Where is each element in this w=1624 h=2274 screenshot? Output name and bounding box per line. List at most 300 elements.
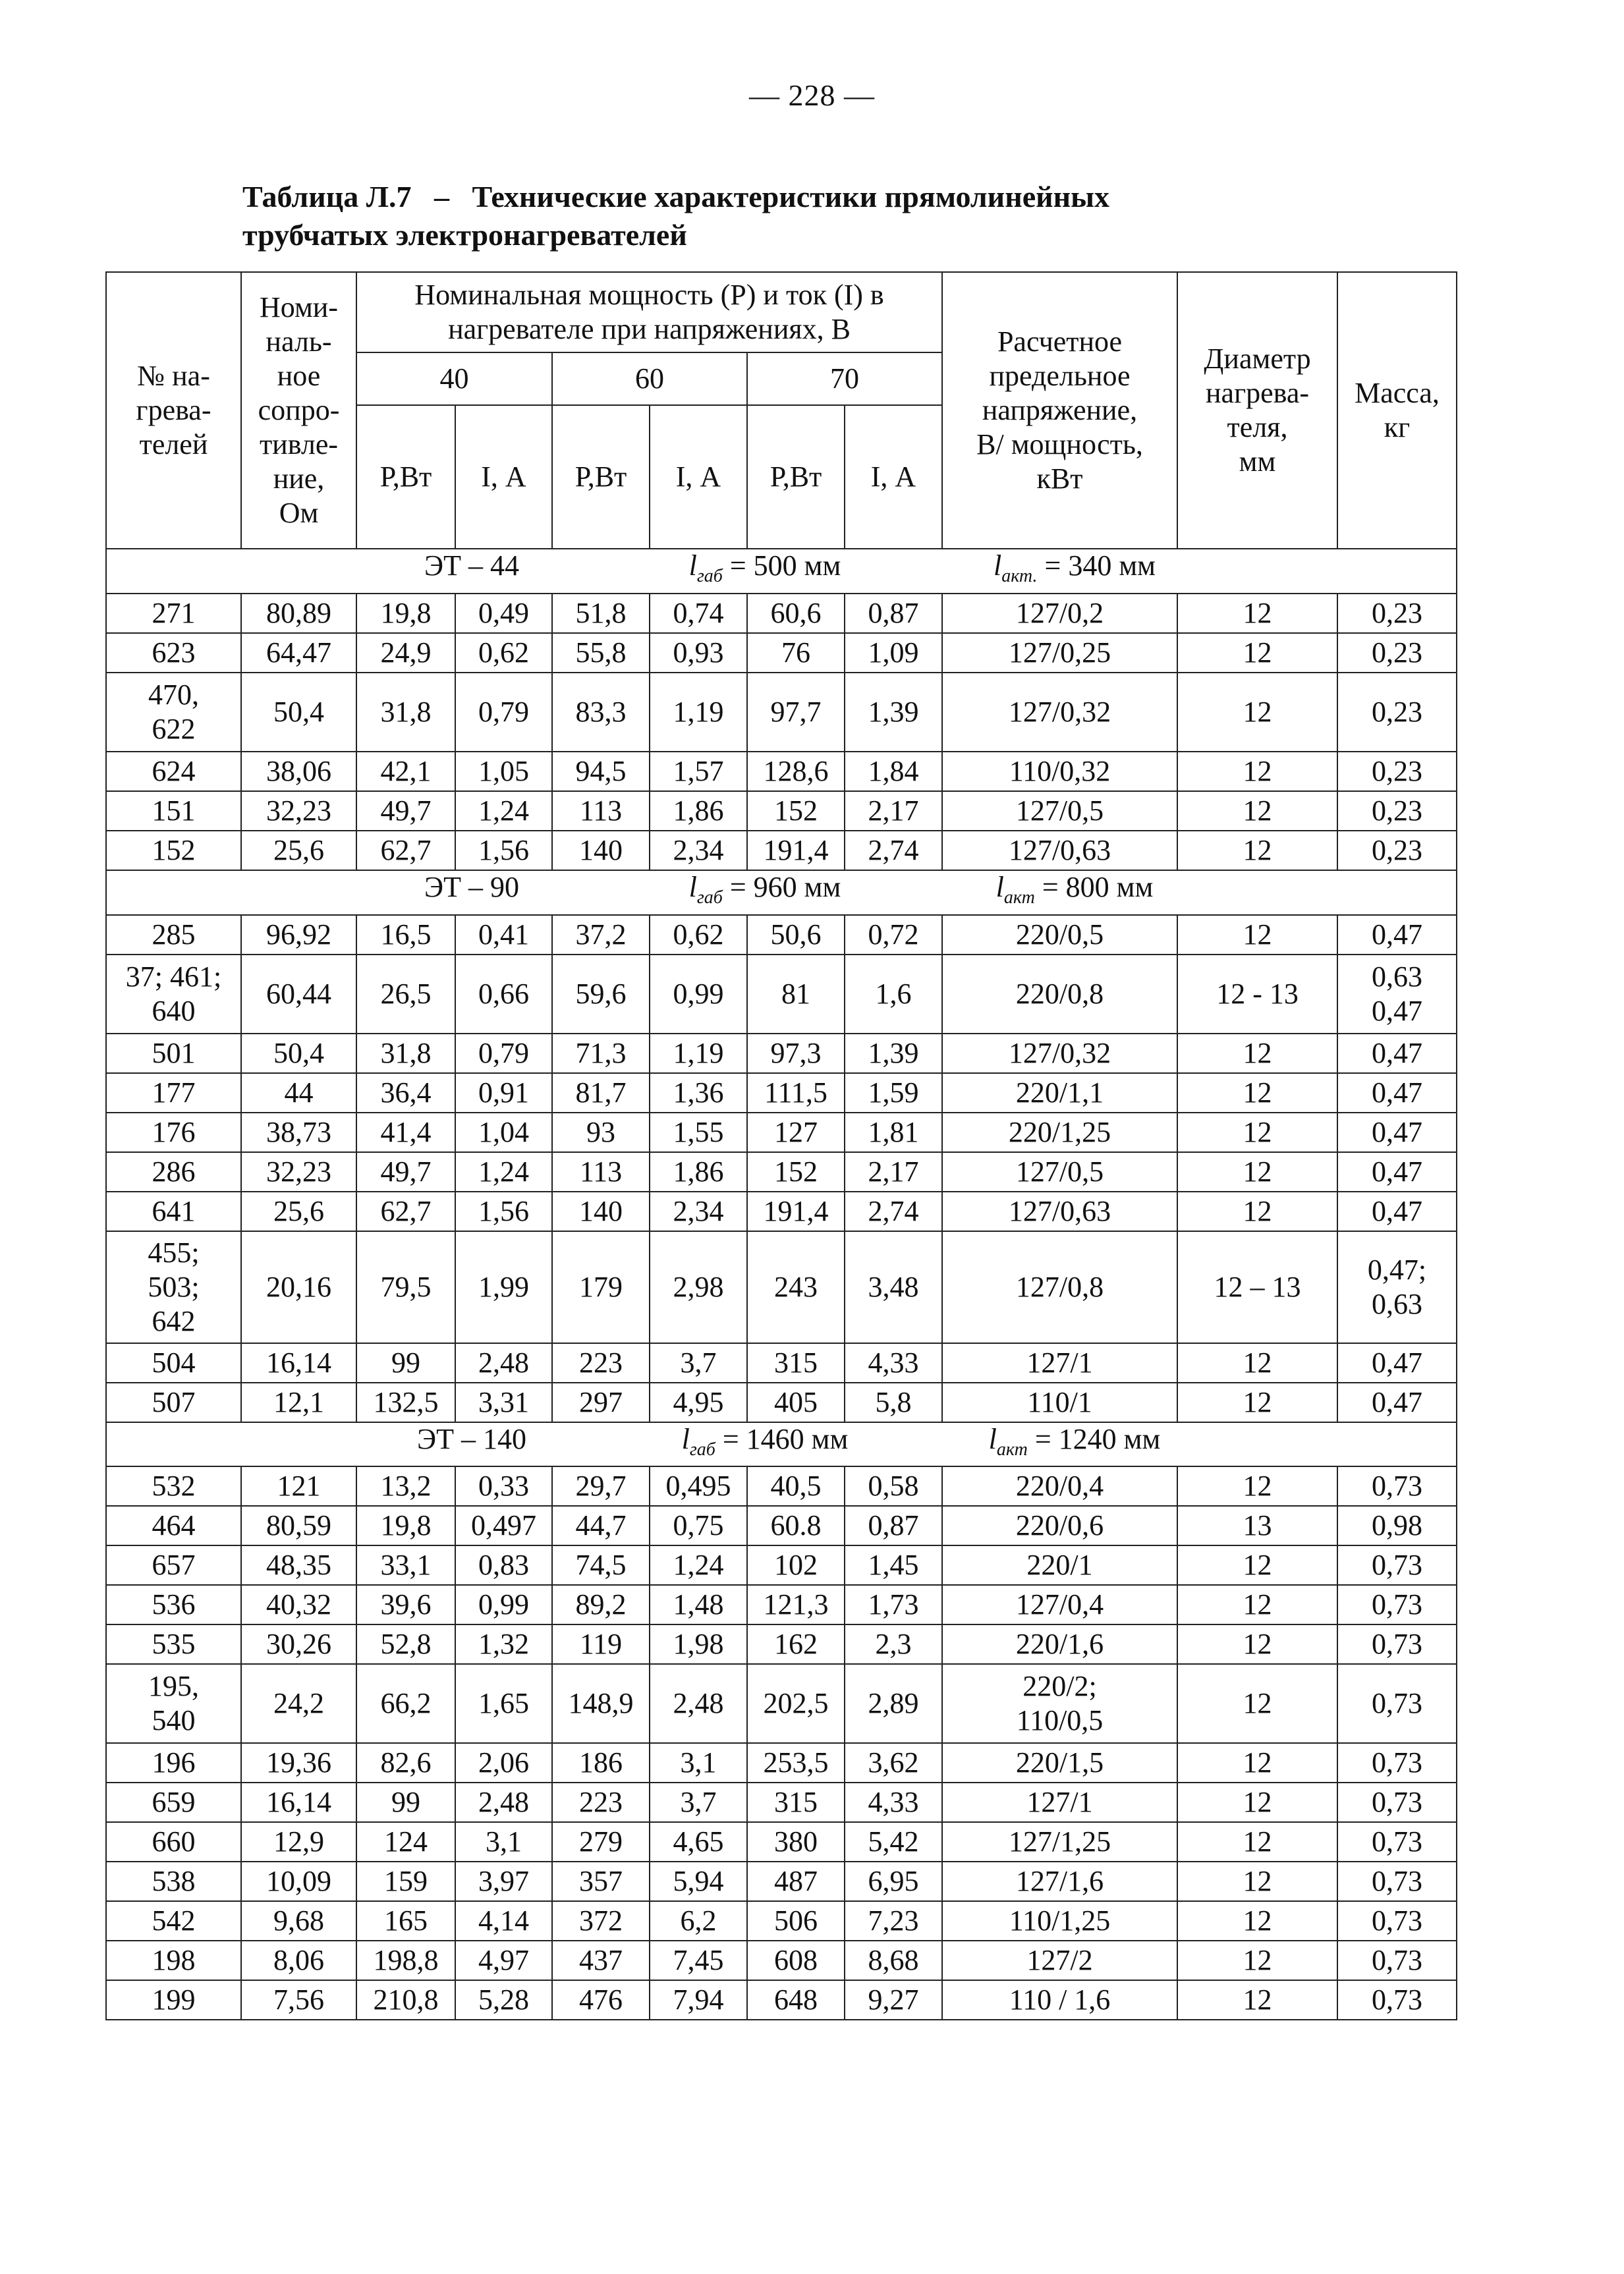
cell-heater-no: 641 bbox=[106, 1192, 241, 1231]
table-body bbox=[106, 549, 1457, 2020]
cell-p40: 42,1 bbox=[356, 752, 455, 791]
overall-length bbox=[610, 549, 920, 593]
cell-heater-no: 657 bbox=[106, 1545, 241, 1585]
cell-i70: 8,68 bbox=[845, 1941, 942, 1980]
cell-mass: 0,73 bbox=[1337, 1585, 1457, 1624]
length-symbol: l bbox=[995, 870, 1004, 903]
cell-mass: 0,73 bbox=[1337, 1783, 1457, 1822]
cell-heater-no: 659 bbox=[106, 1783, 241, 1822]
table-title bbox=[242, 178, 1494, 254]
cell-p60: 51,8 bbox=[552, 594, 650, 633]
cell-i60: 1,98 bbox=[650, 1624, 747, 1664]
cell-diameter: 12 bbox=[1177, 1034, 1337, 1073]
cell-heater-no: 177 bbox=[106, 1073, 241, 1113]
cell-i40: 0,497 bbox=[455, 1506, 552, 1545]
cell-resistance: 32,23 bbox=[241, 1152, 356, 1192]
header-sub-current: I, А bbox=[845, 405, 942, 549]
cell-p70: 76 bbox=[747, 633, 845, 673]
cell-limit: 220/0,8 bbox=[942, 955, 1177, 1034]
cell-i40: 4,14 bbox=[455, 1901, 552, 1941]
cell-p70: 162 bbox=[747, 1624, 845, 1664]
cell-p40: 124 bbox=[356, 1822, 455, 1862]
cell-i60: 0,495 bbox=[650, 1466, 747, 1506]
cell-diameter: 12 bbox=[1177, 1343, 1337, 1383]
cell-p60: 140 bbox=[552, 831, 650, 870]
cell-limit: 127/0,8 bbox=[942, 1231, 1177, 1343]
cell-p40: 41,4 bbox=[356, 1113, 455, 1152]
table-row bbox=[106, 1862, 1457, 1901]
cell-p70: 111,5 bbox=[747, 1073, 845, 1113]
cell-mass: 0,23 bbox=[1337, 673, 1457, 752]
cell-resistance: 12,1 bbox=[241, 1383, 356, 1422]
cell-i60: 1,24 bbox=[650, 1545, 747, 1585]
cell-i70: 9,27 bbox=[845, 1980, 942, 2020]
cell-resistance: 96,92 bbox=[241, 915, 356, 955]
length-subscript: акт bbox=[1003, 887, 1035, 908]
active-length bbox=[920, 549, 1229, 593]
cell-mass: 0,63 0,47 bbox=[1337, 955, 1457, 1034]
cell-p60: 119 bbox=[552, 1624, 650, 1664]
cell-diameter: 12 bbox=[1177, 1624, 1337, 1664]
cell-resistance: 24,2 bbox=[241, 1664, 356, 1743]
cell-resistance: 50,4 bbox=[241, 1034, 356, 1073]
cell-diameter: 12 bbox=[1177, 1585, 1337, 1624]
cell-limit: 220/0,5 bbox=[942, 915, 1177, 955]
cell-resistance: 10,09 bbox=[241, 1862, 356, 1901]
section-row bbox=[106, 549, 1457, 594]
cell-mass: 0,47 bbox=[1337, 1152, 1457, 1192]
overall-length bbox=[610, 1423, 920, 1466]
cell-diameter: 12 bbox=[1177, 594, 1337, 633]
cell-p70: 608 bbox=[747, 1941, 845, 1980]
cell-limit: 220/0,4 bbox=[942, 1466, 1177, 1506]
cell-mass: 0,73 bbox=[1337, 1901, 1457, 1941]
cell-limit: 220/2; 110/0,5 bbox=[942, 1664, 1177, 1743]
cell-i70: 3,62 bbox=[845, 1743, 942, 1783]
cell-diameter: 12 bbox=[1177, 1466, 1337, 1506]
table-row bbox=[106, 1901, 1457, 1941]
table-row bbox=[106, 1624, 1457, 1664]
cell-p40: 31,8 bbox=[356, 673, 455, 752]
cell-p70: 40,5 bbox=[747, 1466, 845, 1506]
cell-i70: 1,09 bbox=[845, 633, 942, 673]
cell-i60: 1,19 bbox=[650, 673, 747, 752]
cell-heater-no: 464 bbox=[106, 1506, 241, 1545]
cell-i70: 1,81 bbox=[845, 1113, 942, 1152]
cell-resistance: 64,47 bbox=[241, 633, 356, 673]
cell-p60: 279 bbox=[552, 1822, 650, 1862]
cell-heater-no: 624 bbox=[106, 752, 241, 791]
length-symbol: l bbox=[688, 549, 697, 582]
cell-i60: 0,75 bbox=[650, 1506, 747, 1545]
cell-diameter: 12 bbox=[1177, 1192, 1337, 1231]
cell-p60: 372 bbox=[552, 1901, 650, 1941]
cell-p40: 62,7 bbox=[356, 1192, 455, 1231]
header-heater-no: № на- грева- телей bbox=[106, 272, 241, 549]
cell-limit: 127/0,5 bbox=[942, 791, 1177, 831]
cell-p40: 62,7 bbox=[356, 831, 455, 870]
cell-heater-no: 504 bbox=[106, 1343, 241, 1383]
cell-resistance: 19,36 bbox=[241, 1743, 356, 1783]
cell-p70: 191,4 bbox=[747, 831, 845, 870]
cell-i70: 2,17 bbox=[845, 1152, 942, 1192]
cell-i40: 0,62 bbox=[455, 633, 552, 673]
cell-diameter: 12 bbox=[1177, 1901, 1337, 1941]
title-text-line2: трубчатых электронагревателей bbox=[242, 218, 687, 252]
cell-heater-no: 542 bbox=[106, 1901, 241, 1941]
overall-length-value: = 500 мм bbox=[729, 549, 841, 582]
cell-resistance: 7,56 bbox=[241, 1980, 356, 2020]
cell-mass: 0,47 bbox=[1337, 1383, 1457, 1422]
cell-heater-no: 470, 622 bbox=[106, 673, 241, 752]
cell-diameter: 12 bbox=[1177, 633, 1337, 673]
cell-p60: 223 bbox=[552, 1343, 650, 1383]
cell-heater-no: 538 bbox=[106, 1862, 241, 1901]
cell-resistance: 25,6 bbox=[241, 1192, 356, 1231]
cell-p40: 82,6 bbox=[356, 1743, 455, 1783]
cell-i70: 5,8 bbox=[845, 1383, 942, 1422]
cell-p60: 113 bbox=[552, 791, 650, 831]
cell-p70: 487 bbox=[747, 1862, 845, 1901]
cell-mass: 0,73 bbox=[1337, 1822, 1457, 1862]
cell-resistance: 30,26 bbox=[241, 1624, 356, 1664]
cell-resistance: 50,4 bbox=[241, 673, 356, 752]
section-row bbox=[106, 1422, 1457, 1467]
cell-i40: 0,91 bbox=[455, 1073, 552, 1113]
cell-diameter: 12 bbox=[1177, 1783, 1337, 1822]
cell-p70: 191,4 bbox=[747, 1192, 845, 1231]
cell-diameter: 12 bbox=[1177, 1743, 1337, 1783]
cell-heater-no: 623 bbox=[106, 633, 241, 673]
cell-heater-no: 37; 461; 640 bbox=[106, 955, 241, 1034]
cell-p40: 19,8 bbox=[356, 1506, 455, 1545]
cell-p70: 405 bbox=[747, 1383, 845, 1422]
cell-p40: 33,1 bbox=[356, 1545, 455, 1585]
cell-i60: 1,36 bbox=[650, 1073, 747, 1113]
cell-heater-no: 176 bbox=[106, 1113, 241, 1152]
cell-heater-no: 532 bbox=[106, 1466, 241, 1506]
cell-limit: 127/0,32 bbox=[942, 1034, 1177, 1073]
cell-limit: 220/1,25 bbox=[942, 1113, 1177, 1152]
cell-heater-no: 152 bbox=[106, 831, 241, 870]
cell-heater-no: 286 bbox=[106, 1152, 241, 1192]
cell-limit: 127/1,6 bbox=[942, 1862, 1177, 1901]
table-title-line1 bbox=[242, 178, 1494, 216]
cell-i70: 7,23 bbox=[845, 1901, 942, 1941]
header-voltage-60: 60 bbox=[552, 352, 747, 405]
cell-mass: 0,23 bbox=[1337, 831, 1457, 870]
cell-i40: 1,05 bbox=[455, 752, 552, 791]
table-row bbox=[106, 955, 1457, 1034]
table-row bbox=[106, 1941, 1457, 1980]
cell-p40: 99 bbox=[356, 1343, 455, 1383]
cell-p70: 50,6 bbox=[747, 915, 845, 955]
title-text-line1: Технические характеристики прямолинейных bbox=[472, 180, 1110, 213]
table-row bbox=[106, 1743, 1457, 1783]
cell-p70: 315 bbox=[747, 1783, 845, 1822]
length-subscript: габ bbox=[696, 565, 723, 586]
table-row bbox=[106, 1113, 1457, 1152]
cell-p40: 79,5 bbox=[356, 1231, 455, 1343]
cell-diameter: 12 – 13 bbox=[1177, 1231, 1337, 1343]
cell-i40: 1,99 bbox=[455, 1231, 552, 1343]
header-resistance: Номи- наль- ное сопро- тивле- ние, Ом bbox=[241, 272, 356, 549]
cell-mass: 0,47 bbox=[1337, 1034, 1457, 1073]
cell-heater-no: 660 bbox=[106, 1822, 241, 1862]
overall-length bbox=[610, 871, 920, 914]
overall-length-value: = 1460 мм bbox=[722, 1422, 849, 1455]
cell-diameter: 12 bbox=[1177, 1664, 1337, 1743]
cell-mass: 0,73 bbox=[1337, 1941, 1457, 1980]
cell-mass: 0,73 bbox=[1337, 1664, 1457, 1743]
cell-limit: 110/1,25 bbox=[942, 1901, 1177, 1941]
cell-p40: 165 bbox=[356, 1901, 455, 1941]
cell-p40: 132,5 bbox=[356, 1383, 455, 1422]
cell-i40: 0,66 bbox=[455, 955, 552, 1034]
cell-i40: 0,79 bbox=[455, 1034, 552, 1073]
cell-mass: 0,47 bbox=[1337, 1343, 1457, 1383]
cell-mass: 0,47; 0,63 bbox=[1337, 1231, 1457, 1343]
cell-mass: 0,73 bbox=[1337, 1624, 1457, 1664]
cell-i70: 1,45 bbox=[845, 1545, 942, 1585]
cell-i40: 2,06 bbox=[455, 1743, 552, 1783]
cell-mass: 0,73 bbox=[1337, 1743, 1457, 1783]
cell-i40: 0,83 bbox=[455, 1545, 552, 1585]
cell-i40: 1,65 bbox=[455, 1664, 552, 1743]
cell-p70: 506 bbox=[747, 1901, 845, 1941]
active-length bbox=[920, 871, 1229, 914]
cell-diameter: 12 bbox=[1177, 1941, 1337, 1980]
cell-i60: 1,19 bbox=[650, 1034, 747, 1073]
cell-p40: 99 bbox=[356, 1783, 455, 1822]
cell-mass: 0,73 bbox=[1337, 1466, 1457, 1506]
cell-resistance: 9,68 bbox=[241, 1901, 356, 1941]
cell-heater-no: 501 bbox=[106, 1034, 241, 1073]
header-limit-voltage: Расчетное предельное напряжение, В/ мощность, кВт bbox=[942, 272, 1177, 549]
cell-p60: 140 bbox=[552, 1192, 650, 1231]
table-row bbox=[106, 594, 1457, 633]
cell-i70: 0,87 bbox=[845, 1506, 942, 1545]
cell-diameter: 12 - 13 bbox=[1177, 955, 1337, 1034]
table-row bbox=[106, 1822, 1457, 1862]
cell-diameter: 12 bbox=[1177, 791, 1337, 831]
cell-p40: 31,8 bbox=[356, 1034, 455, 1073]
cell-p60: 94,5 bbox=[552, 752, 650, 791]
table-row bbox=[106, 1343, 1457, 1383]
cell-p70: 253,5 bbox=[747, 1743, 845, 1783]
heater-type: ЭТ – 140 bbox=[417, 1422, 526, 1455]
cell-p60: 83,3 bbox=[552, 673, 650, 752]
cell-heater-no: 536 bbox=[106, 1585, 241, 1624]
cell-p60: 437 bbox=[552, 1941, 650, 1980]
cell-p60: 29,7 bbox=[552, 1466, 650, 1506]
cell-limit: 110/1 bbox=[942, 1383, 1177, 1422]
cell-i70: 2,74 bbox=[845, 831, 942, 870]
cell-heater-no: 507 bbox=[106, 1383, 241, 1422]
cell-heater-no: 198 bbox=[106, 1941, 241, 1980]
cell-p70: 60,6 bbox=[747, 594, 845, 633]
cell-limit: 127/0,25 bbox=[942, 633, 1177, 673]
cell-limit: 127/2 bbox=[942, 1941, 1177, 1980]
table-row bbox=[106, 1545, 1457, 1585]
cell-i40: 0,33 bbox=[455, 1466, 552, 1506]
cell-i60: 1,48 bbox=[650, 1585, 747, 1624]
table-row bbox=[106, 1152, 1457, 1192]
cell-resistance: 80,59 bbox=[241, 1506, 356, 1545]
cell-i60: 7,94 bbox=[650, 1980, 747, 2020]
cell-resistance: 48,35 bbox=[241, 1545, 356, 1585]
cell-heater-no: 199 bbox=[106, 1980, 241, 2020]
cell-i40: 2,48 bbox=[455, 1783, 552, 1822]
cell-p40: 19,8 bbox=[356, 594, 455, 633]
cell-i60: 1,55 bbox=[650, 1113, 747, 1152]
header-sub-power: Р,Вт bbox=[356, 405, 455, 549]
cell-i70: 1,73 bbox=[845, 1585, 942, 1624]
cell-limit: 127/1 bbox=[942, 1343, 1177, 1383]
header-sub-current: I, А bbox=[650, 405, 747, 549]
cell-i70: 2,89 bbox=[845, 1664, 942, 1743]
table-row bbox=[106, 1192, 1457, 1231]
cell-resistance: 8,06 bbox=[241, 1941, 356, 1980]
cell-p70: 648 bbox=[747, 1980, 845, 2020]
cell-resistance: 20,16 bbox=[241, 1231, 356, 1343]
table-row bbox=[106, 1466, 1457, 1506]
table-row bbox=[106, 831, 1457, 870]
cell-p60: 44,7 bbox=[552, 1506, 650, 1545]
cell-p60: 357 bbox=[552, 1862, 650, 1901]
cell-p60: 223 bbox=[552, 1783, 650, 1822]
cell-i70: 4,33 bbox=[845, 1783, 942, 1822]
cell-i60: 1,57 bbox=[650, 752, 747, 791]
cell-i70: 1,59 bbox=[845, 1073, 942, 1113]
cell-i70: 6,95 bbox=[845, 1862, 942, 1901]
cell-p60: 297 bbox=[552, 1383, 650, 1422]
cell-mass: 0,73 bbox=[1337, 1545, 1457, 1585]
cell-i60: 3,1 bbox=[650, 1743, 747, 1783]
cell-i40: 3,31 bbox=[455, 1383, 552, 1422]
heater-type: ЭТ – 44 bbox=[424, 549, 519, 582]
cell-p70: 127 bbox=[747, 1113, 845, 1152]
table-row bbox=[106, 1383, 1457, 1422]
cell-resistance: 60,44 bbox=[241, 955, 356, 1034]
cell-p70: 152 bbox=[747, 791, 845, 831]
cell-diameter: 12 bbox=[1177, 1073, 1337, 1113]
cell-i60: 5,94 bbox=[650, 1862, 747, 1901]
header-mass: Масса, кг bbox=[1337, 272, 1457, 549]
cell-mass: 0,73 bbox=[1337, 1862, 1457, 1901]
cell-p60: 89,2 bbox=[552, 1585, 650, 1624]
cell-diameter: 12 bbox=[1177, 1152, 1337, 1192]
overall-length-value: = 960 мм bbox=[729, 870, 841, 903]
cell-mass: 0,47 bbox=[1337, 1192, 1457, 1231]
cell-resistance: 44 bbox=[241, 1073, 356, 1113]
active-length bbox=[920, 1423, 1229, 1466]
cell-limit: 127/1,25 bbox=[942, 1822, 1177, 1862]
cell-i60: 2,34 bbox=[650, 831, 747, 870]
cell-i40: 1,24 bbox=[455, 791, 552, 831]
cell-i60: 1,86 bbox=[650, 791, 747, 831]
cell-i70: 0,58 bbox=[845, 1466, 942, 1506]
cell-i40: 1,24 bbox=[455, 1152, 552, 1192]
section-row bbox=[106, 870, 1457, 915]
cell-mass: 0,23 bbox=[1337, 594, 1457, 633]
cell-limit: 220/0,6 bbox=[942, 1506, 1177, 1545]
cell-i70: 2,74 bbox=[845, 1192, 942, 1231]
cell-p70: 97,3 bbox=[747, 1034, 845, 1073]
cell-i40: 3,97 bbox=[455, 1862, 552, 1901]
cell-p60: 55,8 bbox=[552, 633, 650, 673]
cell-p60: 148,9 bbox=[552, 1664, 650, 1743]
cell-resistance: 80,89 bbox=[241, 594, 356, 633]
cell-p60: 476 bbox=[552, 1980, 650, 2020]
header-power-current: Номинальная мощность (Р) и ток (I) в нагревателе при напряжениях, В bbox=[356, 272, 942, 352]
cell-p60: 59,6 bbox=[552, 955, 650, 1034]
cell-i60: 7,45 bbox=[650, 1941, 747, 1980]
table-row bbox=[106, 1034, 1457, 1073]
cell-i70: 0,87 bbox=[845, 594, 942, 633]
cell-heater-no: 271 bbox=[106, 594, 241, 633]
table-row bbox=[106, 752, 1457, 791]
cell-i40: 1,56 bbox=[455, 1192, 552, 1231]
cell-p70: 243 bbox=[747, 1231, 845, 1343]
cell-i70: 1,6 bbox=[845, 955, 942, 1034]
cell-p40: 16,5 bbox=[356, 915, 455, 955]
cell-heater-no: 195, 540 bbox=[106, 1664, 241, 1743]
length-symbol: l bbox=[681, 1422, 690, 1455]
cell-p70: 60.8 bbox=[747, 1506, 845, 1545]
cell-i60: 0,74 bbox=[650, 594, 747, 633]
cell-limit: 127/0,63 bbox=[942, 1192, 1177, 1231]
cell-i40: 0,49 bbox=[455, 594, 552, 633]
cell-p60: 113 bbox=[552, 1152, 650, 1192]
cell-mass: 0,23 bbox=[1337, 791, 1457, 831]
table-row bbox=[106, 1506, 1457, 1545]
table-row bbox=[106, 1664, 1457, 1743]
active-length-value: = 800 мм bbox=[1042, 870, 1154, 903]
cell-p40: 66,2 bbox=[356, 1664, 455, 1743]
page-number: — 228 — bbox=[749, 78, 875, 112]
cell-p40: 49,7 bbox=[356, 1152, 455, 1192]
cell-mass: 0,23 bbox=[1337, 752, 1457, 791]
cell-diameter: 12 bbox=[1177, 1822, 1337, 1862]
spec-table bbox=[105, 271, 1457, 2020]
cell-i60: 3,7 bbox=[650, 1783, 747, 1822]
cell-p60: 179 bbox=[552, 1231, 650, 1343]
length-symbol: l bbox=[988, 1422, 997, 1455]
cell-p60: 71,3 bbox=[552, 1034, 650, 1073]
cell-resistance: 40,32 bbox=[241, 1585, 356, 1624]
cell-i60: 4,65 bbox=[650, 1822, 747, 1862]
cell-i70: 0,72 bbox=[845, 915, 942, 955]
cell-limit: 220/1,1 bbox=[942, 1073, 1177, 1113]
cell-resistance: 38,73 bbox=[241, 1113, 356, 1152]
table-row bbox=[106, 1783, 1457, 1822]
cell-mass: 0,23 bbox=[1337, 633, 1457, 673]
cell-p60: 74,5 bbox=[552, 1545, 650, 1585]
cell-i40: 2,48 bbox=[455, 1343, 552, 1383]
cell-resistance: 16,14 bbox=[241, 1343, 356, 1383]
cell-p40: 39,6 bbox=[356, 1585, 455, 1624]
cell-p40: 36,4 bbox=[356, 1073, 455, 1113]
cell-resistance: 38,06 bbox=[241, 752, 356, 791]
cell-i40: 3,1 bbox=[455, 1822, 552, 1862]
cell-i60: 6,2 bbox=[650, 1901, 747, 1941]
cell-i70: 2,3 bbox=[845, 1624, 942, 1664]
heater-type: ЭТ – 90 bbox=[424, 870, 519, 903]
cell-diameter: 12 bbox=[1177, 831, 1337, 870]
cell-p60: 81,7 bbox=[552, 1073, 650, 1113]
cell-limit: 220/1,5 bbox=[942, 1743, 1177, 1783]
